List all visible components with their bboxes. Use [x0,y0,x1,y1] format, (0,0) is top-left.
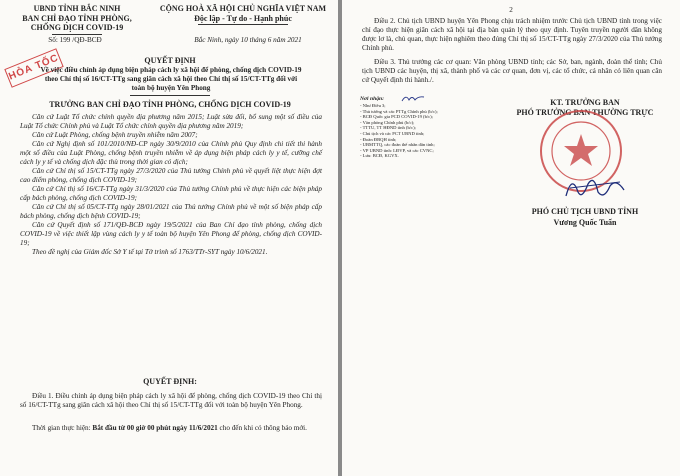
subject-underline [130,95,210,96]
recipient-item: - Chủ tịch và các PCT UBND tỉnh; [360,130,425,136]
document-number: Số: 199 /QĐ-BCĐ [48,36,102,44]
document-page-2 [342,0,680,476]
nation-line-1: CỘNG HOÀ XÃ HỘI CHỦ NGHĨA VIỆT NAM [159,4,327,13]
document-page-1 [0,0,338,476]
signer-title: PHÓ CHỦ TỊCH UBND TỈNH [531,207,639,216]
signer-name: Vương Quốc Tuấn [553,218,617,227]
recipient-item: - Như Điều 3; [360,103,386,108]
issuing-org [2,4,152,33]
time-start: Bắt đầu từ 00 giờ 00 phút ngày 11/6/2021 [92,424,218,432]
decides-heading: QUYẾT ĐỊNH: [143,377,197,386]
article-1: Điều 1. Điều chỉnh áp dụng biện pháp cách ly xã hội để phòng, chống dịch COVID-19 theo Chỉ thị số 16/CT-TTg sang giãn cách xã hội theo Chỉ thị số 15/CT-TTg đối với toàn bộ huyện Yên Phong. [20,392,322,409]
article-3: Điều 3. Thủ trưởng các cơ quan: Văn phòng UBND tỉnh; các Sở, ban, ngành, đoàn thể tỉnh; Chủ tịch UBND các huyện, thị xã, thành phố và các cơ quan, đơn vị, các tổ chức, cá nhân có liên quan căn cứ Quyết định thi hành./. [362,58,662,84]
legal-basis-item: Căn cứ Luật Phòng, chống bệnh truyền nhiễm năm 2007; [32,131,198,139]
legal-basis-item: Theo đề nghị của Giám đốc Sở Y tế tại Tờ trình số 1763/TTr-SYT ngày 10/6/2021. [32,248,268,256]
sign-line-1: KT. TRƯỞNG BAN [550,98,620,107]
recipient-item: - BCĐ Quốc gia PCD COVID-19 (b/c); [360,114,433,120]
legal-basis-item: Căn cứ Nghị định số 101/2010/NĐ-CP ngày 30/9/2010 của Chính phủ Quy định chi tiết thi hành một số điều của Luật Phòng, chống bệnh truyền nhiễm về áp dụng biện pháp cách ly y tế, cưỡng chế cách ly y tế và chống dịch đặc thù trong thời gian có dịch; [20,140,322,166]
decision-title: QUYẾT ĐỊNH [144,56,196,65]
org-line-1: UBND TỈNH BẮC NINH [33,4,121,13]
initials-signature-icon [400,93,426,103]
place-date: Bắc Ninh, ngày 10 tháng 6 năm 2021 [194,36,302,44]
legal-basis-item: Căn cứ Chỉ thị số 16/CT-TTg ngày 31/3/2020 của Thủ tướng Chính phủ về thực hiện các biện pháp cấp bách phòng, chống dịch COVID-19; [20,185,322,202]
recipient-item: - Lưu: BCĐ, KGVX. [360,153,399,159]
nation-line-2: Độc lập - Tự do - Hạnh phúc [194,13,292,23]
sign-line-2: PHÓ TRƯỞNG BAN THƯỜNG TRỰC [516,107,654,117]
page-number: 2 [509,6,513,14]
legal-basis-item: Căn cứ Luật Tổ chức chính quyền địa phương năm 2015; Luật sửa đổi, bổ sung một số điều của Luật Tổ chức Chính phủ và Luật Tổ chức chính quyền địa phương năm 2019; [20,113,322,130]
article-2: Điều 2. Chủ tịch UBND huyện Yên Phong chịu trách nhiệm trước Chủ tịch UBND tỉnh trong việc chỉ đạo thực hiện giãn cách xã hội tại địa bàn quản lý theo quy định. Tuyên truyền người dân không được lơ là, chủ quan, thực hiện nghiêm theo đúng Chỉ thị số 15/CT-TTg ngày 27/3/2020 của Thủ tướng Chính phủ. [362,17,662,52]
org-line-3: CHỐNG DỊCH COVID-19 [30,23,124,32]
legal-basis-item: Căn cứ Chỉ thị số 05/CT-TTg ngày 28/01/2021 của Thủ tướng Chính phủ về một số biện pháp cấp bách phòng, chống dịch bệnh COVID-19; [20,203,322,220]
signature-icon [560,170,630,204]
time-suffix: cho đến khi có thông báo mới. [217,424,307,432]
time-prefix: Thời gian thực hiện: [32,424,93,432]
legal-basis-item: Căn cứ Chỉ thị số 15/CT-TTg ngày 27/3/2020 của Thủ tướng Chính phủ về quyết liệt thực hiện đợt cao điểm phòng, chống dịch COVID-19; [20,167,322,184]
org-underline [52,34,102,35]
recipient-item: - VP UBND tỉnh: LĐVP, và các CVNC; [360,147,434,153]
recipients-block [360,96,500,159]
org-line-2: BAN CHỈ ĐẠO TỈNH PHÒNG, [22,13,132,23]
urgent-stamp: HỎA TỐC [4,48,63,88]
recipient-item: - TTTU, TT HĐND tỉnh (b/c); [360,125,416,131]
article-1-time [20,424,322,433]
decision-subject: Về việc điều chỉnh áp dụng biện pháp cách ly xã hội để phòng, chống dịch COVID-19 theo Chỉ thị số 16/CT-TTg sang giãn cách xã hội theo Chỉ thị số 15/CT-TTg đối với toàn bộ huyện Yên Phong [40,66,302,92]
nation-underline [198,24,288,25]
recipient-item: - Đoàn ĐBQH tỉnh; [360,136,397,142]
national-header [150,4,336,23]
recipients-heading: Nơi nhận: [360,96,384,102]
legal-basis-item: Căn cứ Quyết định số 171/QĐ-BCĐ ngày 19/5/2021 của Ban Chỉ đạo tỉnh phòng, chống dịch COVID-19 về việc thiết lập vùng cách ly y tế toàn bộ huyện Yên Phong để phòng, chống dịch COVID-19; [20,221,322,247]
recipient-item: - UBMTTQ, các đoàn thể nhân dân tỉnh; [360,142,435,148]
issuing-authority: TRƯỞNG BAN CHỈ ĐẠO TỈNH PHÒNG, CHỐNG DỊCH COVID-19 [49,100,291,109]
recipient-item: - Thủ tướng và các PTTg Chính phủ (b/c); [360,108,438,114]
recipient-item: - Văn phòng Chính phủ (b/c); [360,119,415,125]
legal-bases [20,113,322,257]
